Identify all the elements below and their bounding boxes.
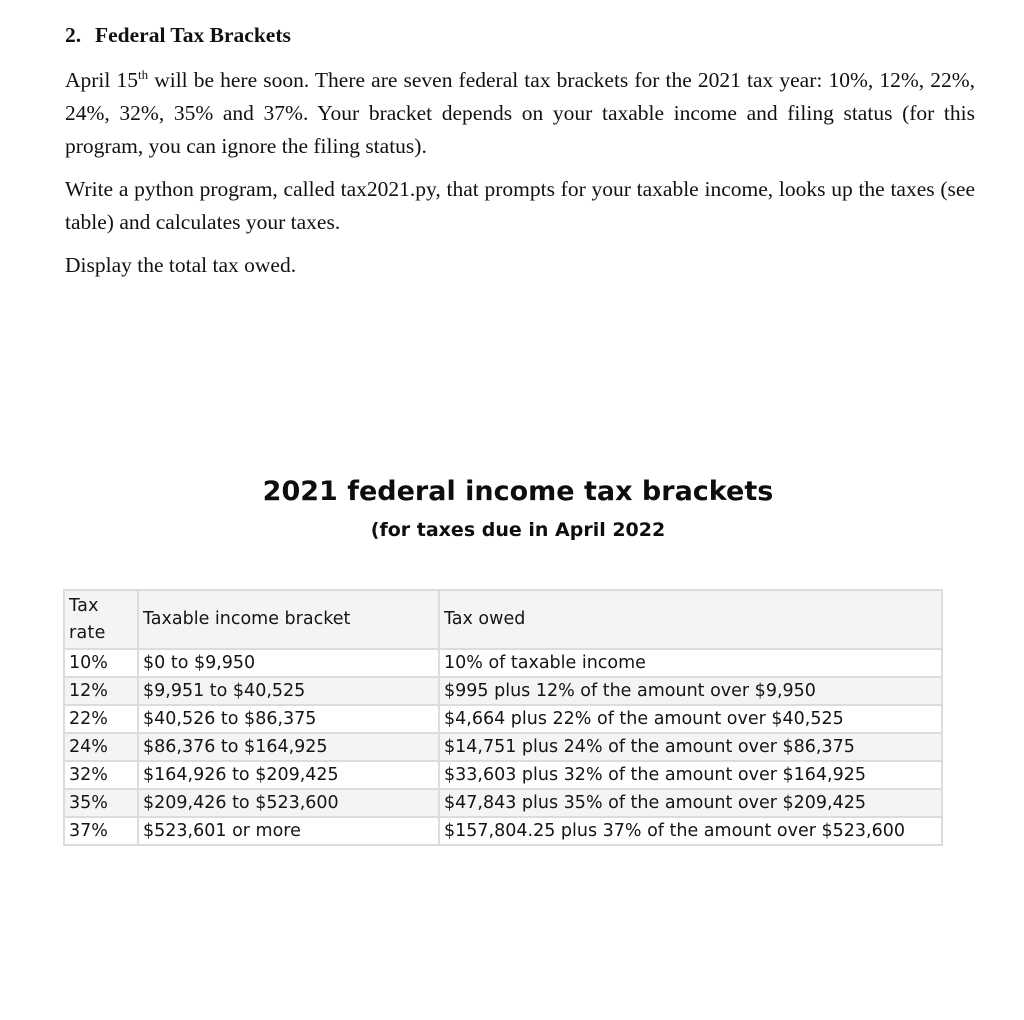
section-number: 2. bbox=[65, 23, 82, 47]
intro-paragraph bbox=[65, 64, 975, 163]
table-title: 2021 federal income tax brackets bbox=[262, 476, 774, 507]
cell-rate: 22% bbox=[64, 705, 138, 733]
cell-owed: $4,664 plus 22% of the amount over $40,525 bbox=[439, 705, 942, 733]
header-tax-owed: Tax owed bbox=[439, 590, 942, 649]
cell-owed: 10% of taxable income bbox=[439, 649, 942, 677]
table-row bbox=[64, 649, 942, 677]
table-row bbox=[64, 677, 942, 705]
cell-bracket: $523,601 or more bbox=[138, 817, 439, 845]
ordinal-suffix: th bbox=[137, 67, 149, 82]
table-row bbox=[64, 817, 942, 845]
table-row bbox=[64, 761, 942, 789]
cell-bracket: $40,526 to $86,375 bbox=[138, 705, 439, 733]
cell-bracket: $164,926 to $209,425 bbox=[138, 761, 439, 789]
intro-text-start: April 15 bbox=[65, 68, 138, 92]
cell-bracket: $9,951 to $40,525 bbox=[138, 677, 439, 705]
header-taxable-income-bracket: Taxable income bracket bbox=[138, 590, 439, 649]
instructions-paragraph: Write a python program, called tax2021.py, that prompts for your taxable income, looks up the taxes (see table) and calculates your taxes. bbox=[65, 177, 975, 234]
table-header-row bbox=[64, 590, 942, 649]
intro-text-rest: will be here soon. There are seven federal tax brackets for the 2021 tax year: 10%, 12%, 22%, 24%, 32%, 35% and 37%. Your bracket depends on your taxable income and filing status (for this program, you can ignore the filing status). bbox=[65, 68, 975, 158]
cell-owed: $14,751 plus 24% of the amount over $86,375 bbox=[439, 733, 942, 761]
table-row bbox=[64, 733, 942, 761]
header-tax-rate: Tax rate bbox=[64, 590, 138, 649]
tax-brackets-table bbox=[63, 589, 943, 846]
cell-owed: $995 plus 12% of the amount over $9,950 bbox=[439, 677, 942, 705]
cell-owed: $47,843 plus 35% of the amount over $209,425 bbox=[439, 789, 942, 817]
cell-rate: 35% bbox=[64, 789, 138, 817]
cell-owed: $157,804.25 plus 37% of the amount over $523,600 bbox=[439, 817, 942, 845]
assignment-document bbox=[65, 18, 975, 292]
cell-rate: 24% bbox=[64, 733, 138, 761]
cell-rate: 10% bbox=[64, 649, 138, 677]
display-instruction-paragraph: Display the total tax owed. bbox=[65, 253, 297, 277]
table-row bbox=[64, 705, 942, 733]
cell-rate: 32% bbox=[64, 761, 138, 789]
table-subtitle: (for taxes due in April 2022 bbox=[370, 519, 666, 541]
cell-rate: 12% bbox=[64, 677, 138, 705]
table-row bbox=[64, 789, 942, 817]
cell-bracket: $209,426 to $523,600 bbox=[138, 789, 439, 817]
cell-owed: $33,603 plus 32% of the amount over $164,925 bbox=[439, 761, 942, 789]
section-title: Federal Tax Brackets bbox=[95, 23, 291, 47]
cell-bracket: $0 to $9,950 bbox=[138, 649, 439, 677]
cell-rate: 37% bbox=[64, 817, 138, 845]
section-heading bbox=[65, 18, 975, 52]
cell-bracket: $86,376 to $164,925 bbox=[138, 733, 439, 761]
